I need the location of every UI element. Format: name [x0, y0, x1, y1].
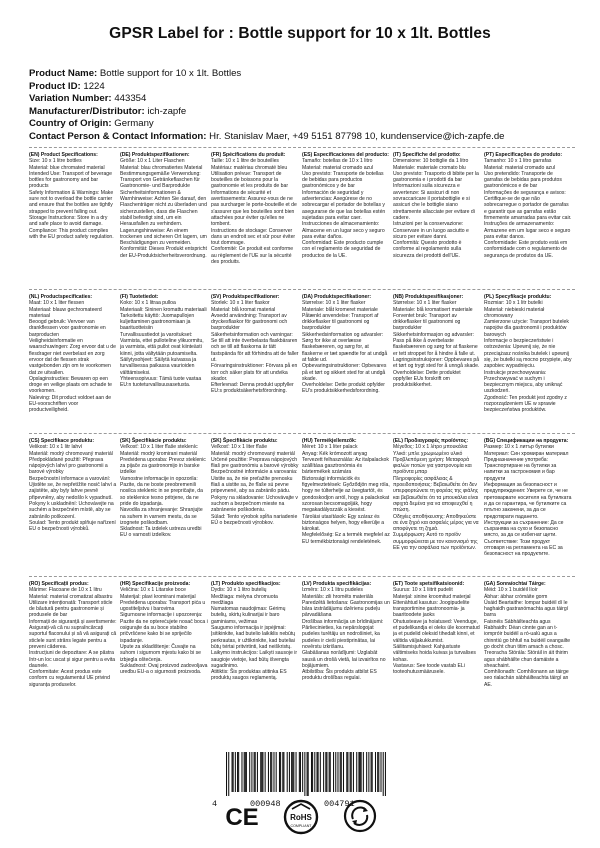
- barcode-bar: [293, 752, 294, 792]
- meta-product-name: Product Name: Bottle support for 10 x 1lt. Bottles: [29, 68, 242, 79]
- spec-heading: (LT) Produkto specifikacijos:: [211, 581, 281, 587]
- spec-row: [29, 289, 575, 430]
- barcode-bar: [385, 752, 386, 796]
- spec-cell: [302, 148, 390, 288]
- barcode-bar: [307, 752, 308, 796]
- meta-manufacturer: Manufacturer/Distributor: ich-zapfe: [29, 105, 187, 117]
- barcode-bar: [255, 752, 256, 792]
- meta-variation-number: Variation Number: 443354: [29, 93, 147, 105]
- barcode-bar: [291, 752, 292, 792]
- spec-cell: [393, 434, 481, 574]
- barcode-bar: [330, 752, 331, 792]
- spec-text: Velikost: 10 x 1 litr lahví Materiál: modrý chromovaný materiál Předpokládané použití: Přeprava nápojových lahví pro gastronomii a barové výrobky Bezpečnostní informace a varování: Ujistěte se, že nepřetížíte nosič lahví a zajistěte, aby byly lahve pevně připevněny, aby nedošlo k vypadnutí. Pokyny k uskladnění: Uchovávejte na suchém a bezpečném místě, aby se zabránilo poškození. Soulad: Tento produkt splňuje nařízení EU o bezpečnosti výrobků.: [29, 444, 117, 533]
- barcode-bar: [238, 752, 239, 792]
- barcode-digits-right: 004791: [324, 799, 355, 809]
- spec-heading: (LV) Produkta specifikācijas:: [302, 581, 372, 587]
- barcode-bar: [358, 752, 359, 792]
- barcode-bar: [268, 752, 269, 792]
- spec-cell: [29, 577, 117, 717]
- spec-heading: (FR) Spécifications du produit:: [211, 152, 286, 158]
- barcode-bar: [326, 752, 327, 792]
- barcode-bar: [254, 752, 255, 792]
- meta-product-id: Product ID: 1224: [29, 80, 105, 92]
- barcode-bar: [325, 752, 326, 792]
- meta-contact: Contact Person & Contact Information: Hr. Stanislav Maer, +49 5151 87798 10, kundenservice@ich-zapfe.de: [29, 130, 505, 142]
- spec-cell: [393, 148, 481, 288]
- spec-text: Størrelse: 10 x 1 liter flasker Materiale: blåt kromeret materiale Påtænkt anvendelse: Transport af drikkeflasker til gastronomi og barprodukter Sikkerhedsinformation og advarsler: Sørg for ikke at overlæsse flaskebæreren, og sørg for, at flaskerne er tæt spændte for at undgå at falde ud. Opbevaringsinstruktioner: Opbevares på et tørt og sikkert sted for at undgå skade. Overholdelse: Dette produkt opfylder EU's produktsikkerhedsforordning.: [302, 300, 388, 395]
- barcode-bar: [292, 752, 293, 792]
- spec-text: Méid: 10 x 1 buidéil líoír Ábhar: ábhar crómáite gorm Úsáid Beartaithe: Iompar buidéil dí le haghaidh gastranómachta agus táirgí barra Faisnéis Sábháilteachta agus Rabhaidh: Déan cinnte gan an t-iompróir buidéil a ró-ualú agus a chinntiú go bhfuil na buidéil ceangailte go docht chun titim amach a chosc. Treoracha Stórála: Stóráil in áit thirim agus shábháilte chun damáiste a sheachaint. Comhlíonadh: Comhlíonann an táirge seo rialachán sábháilteachta táirgí an AE.: [484, 587, 571, 688]
- barcode-bar: [279, 752, 280, 792]
- spec-cell: [211, 434, 299, 574]
- spec-heading: (CS) Specifikace produktu:: [29, 438, 95, 444]
- barcode-bar: [257, 752, 258, 792]
- barcode-bar: [347, 752, 348, 792]
- spec-heading: (EN) Product Specifications:: [29, 152, 98, 158]
- barcode-bar: [311, 752, 312, 792]
- barcode-bar: [244, 752, 245, 792]
- spec-cell: [484, 290, 572, 430]
- rohs-badge-icon: [283, 798, 319, 838]
- barcode-bar: [283, 752, 284, 792]
- barcode-bar: [323, 752, 324, 792]
- spec-cell: [29, 434, 117, 574]
- spec-heading: (SK) Špecifikácie produktu:: [120, 438, 187, 444]
- barcode-bar: [251, 752, 252, 792]
- barcode-bar: [260, 752, 261, 792]
- spec-heading: (FI) Tuotetiedot:: [120, 294, 159, 300]
- spec-text: Storlek: 10 x 1 liter flaskor Material: blå kromat material Avsedd användning: Transport av dryckesflaskor för gastronomi och barprodukter Säkerhetsinformation och varningar: Se till att inte överbelasta flaskbäraren och se till att flaskorna är tätt fastspända för att förhindra att de faller ut. Förvaringsinstruktioner: Förvara på en torr och säker plats för att undvika skador. Efterlevnad: Denna produkt uppfyller EU:s produktsäkerhetsförordning.: [211, 300, 299, 395]
- spec-heading: (SK) Špecifikácie produktu:: [211, 438, 278, 444]
- barcode-bar: [233, 752, 234, 792]
- spec-row: [29, 433, 575, 574]
- spec-heading: (RO) Specificații produs:: [29, 581, 89, 587]
- spec-heading: (NB) Produktspesifikasjoner:: [393, 294, 464, 300]
- barcode-bar: [270, 752, 271, 792]
- barcode-bar: [333, 752, 334, 792]
- barcode-bar: [265, 752, 266, 792]
- spec-text: Rozmiar: 10 x 1 litr butelki Materiał: niebieski materiał chromowany Zamierzone użycie: Transport butelek napojów dla gastronomii i produktów barowych Informacje o bezpieczeństwie i ostrzeżenia: Upewnij się, że nie przeciążasz nośnika butelek i upewnij się, że butelki są mocno przypięte, aby zapobiec wypadnięciu. Instrukcje przechowywania: Przechowywać w suchym i bezpiecznym miejscu, aby uniknąć uszkodzeń. Zgodność: Ten produkt jest zgodny z rozporządzeniem UE w sprawie bezpieczeństwa produktów.: [484, 300, 572, 414]
- barcode-bar: [232, 752, 233, 792]
- barcode-bar: [304, 752, 305, 796]
- barcode-bar: [372, 752, 373, 792]
- spec-cell: [302, 290, 390, 430]
- barcode-bar: [237, 752, 238, 792]
- spec-heading: (DE) Produktspezifikationen:: [120, 152, 190, 158]
- spec-cell: [120, 290, 208, 430]
- barcode-bar: [261, 752, 262, 792]
- barcode-bar: [287, 752, 288, 792]
- barcode-bar: [296, 752, 297, 792]
- barcode-bar: [378, 752, 379, 792]
- spec-heading: (SV) Produktspecifikationer:: [211, 294, 280, 300]
- barcode-bar: [335, 752, 336, 792]
- spec-heading: (BG) Спецификации на продукта:: [484, 438, 569, 444]
- barcode-bar: [366, 752, 367, 792]
- barcode-bar: [249, 752, 250, 792]
- svg-text:CE: CE: [225, 804, 259, 831]
- barcode-bar: [343, 752, 344, 792]
- spec-text: Mărime: Flacoane de 10 x 1 litru Material: material cromatizat albastru Utilizare intenționată: Transport sticle de băutură pentru gastronomie și produsele de bar Informații de siguranță și avertismente: Asigurați-vă că nu supraîncărcați suportul flaconului și să vă asigurați că sticlele sunt strâns legate pentru a preveni căderea. Instrucțiuni de depozitare: A se păstra într-un loc uscat și sigur pentru a evita daunele. Conformitate: Acest produs este conform cu regulamentul UE privind siguranța produselor.: [29, 587, 117, 688]
- spec-text: Størrelse: 10 x 1 liter flasker Materiale: blå kromatisert materiale Forventet bruk: Transport av drikkeflasker til gastronomi og barprodukter Sikkerhetsinformasjon og advarsler: Pass på ikke å overbelaste flaskebæreren og sørg for at flaskene er tett stroppet for å hindre å falle ut. Lagringsinstruksjoner: Oppbevares på et tørt og trygt sted for å unngå skade. Overholdelse: Dette produktet oppfyller EUs forskrift om produktsikkerhet.: [393, 300, 480, 389]
- barcode-bar: [368, 752, 369, 792]
- spec-cell: [484, 148, 572, 288]
- barcode-bar: [341, 752, 342, 792]
- barcode-bar: [228, 752, 229, 796]
- barcode-bar: [280, 752, 281, 792]
- barcode-bar: [302, 752, 303, 792]
- spec-cell: [29, 290, 117, 430]
- spec-heading: (ET) Toote spetsifikatsioonid:: [393, 581, 465, 587]
- spec-text: Izmērs: 10 x 1 litru pudeles Materiāls: zili hromēts materiāls Paredzētā lietošana: Gastronomijas un bāra izstrādājumu dzērienu pudeļu pārvadāšana Drošības informācija un brīdinājumi: Pārliecinieties, ka nepārslogojat pudeles turētāju un nodrošiniet, ka pudeles ir cieši piestiprinātas, lai novērstu izkrišanu. Glabāšanas norādījumi: Uzglabāt sausā un drošā vietā, lai izvairītos no bojājumiem. Atbilstība: Šis produkts atbilst ES produktu drošības regulai.: [302, 587, 390, 682]
- spec-cell: [393, 577, 481, 717]
- barcode-bar: [246, 752, 247, 792]
- spec-heading: (HR) Specifikacije proizvoda:: [120, 581, 191, 587]
- barcode-bar: [383, 752, 384, 796]
- spec-heading: (PT) Especificações do produto:: [484, 152, 563, 158]
- barcode-bar: [271, 752, 272, 792]
- svg-text:RoHS: RoHS: [290, 813, 312, 822]
- barcode-bar: [226, 752, 227, 796]
- page-title: GPSR Label for : Bottle support for 10 x 1lt. Bottles: [109, 25, 491, 42]
- barcode-bar: [375, 752, 376, 792]
- product-meta: [29, 68, 589, 144]
- barcode-bar: [289, 752, 290, 792]
- spec-heading: (NL) Productspecificaties:: [29, 294, 93, 300]
- spec-heading: (GA) Sonraíochtaí Táirge:: [484, 581, 546, 587]
- barcode-bar: [318, 752, 319, 792]
- spec-cell: [120, 148, 208, 288]
- spec-text: Μέγεθος: 10 x 1 λίτρο μπουκάλια Υλικό: μπλε χρωμιωμένο υλικό Προβλεπόμενη χρήση: Μεταφορά φιαλών ποτών για γαστρονομία και προϊόντα μπαρ Πληροφορίες ασφάλειας & προειδοποιήσεις: Βεβαιωθείτε ότι δεν υπερφορτώνετε τη φορέας της φιάλης και βεβαιωθείτε ότι τα μπουκάλια είναι σφιχτά δεμένα για να αποφευχθεί η πτώση. Οδηγίες αποθήκευσης: Αποθηκεύστε σε ένα ξηρό και ασφαλές μέρος για να αποφύγετε τη ζημιά. Συμμόρφωση: Αυτό το προϊόν συμμορφώνεται με τον κανονισμό της ΕΕ για την ασφάλεια των προϊόντων.: [393, 444, 479, 552]
- barcode-bar: [273, 752, 274, 792]
- barcode-bar: [314, 752, 315, 792]
- spec-heading: (EL) Προδιαγραφές προϊόντος:: [393, 438, 469, 444]
- barcode-bar: [299, 752, 300, 792]
- barcode-bar: [312, 752, 313, 792]
- barcode-bar: [363, 752, 364, 792]
- spec-text: Размер: 10 x 1 литър бутилки Материал: Син хромиран материал Предназначение употреба: Транспортиране на бутилки за напитки за гастрономия и бар продукти Информация за безопасност и предупреждения: Уверете се, че не претоварвате носителя на бутилката и да се гарантира, че бутилките са плътно закачени, за да се предотврати падането. Инструкции за съхранение: Да се съхранява на сухо и безопасно място, за да се избегнат щети. Съответствие: Този продукт отговаря на регламента на ЕС за безопасност на продуктите.: [484, 444, 572, 558]
- spec-text: Size: 10 x 1 litre bottles Material: blue chromated material Intended Use: Transport of beverage bottles for gastronomy and bar products Safety Information & Warnings: Make sure not to overload the bottle carrier and ensure that the bottles are tightly strapped to prevent falling out. Storage Instructions: Store in a dry and safe place to avoid damage. Compliance: This product complies with the EU product safety regulation.: [29, 158, 114, 240]
- spec-heading: (PL) Specyfikacje produktu:: [484, 294, 552, 300]
- spec-cell: [302, 577, 390, 717]
- barcode-digit-lead: 4: [212, 799, 218, 809]
- spec-text: Tamanho: 10 x 1 litro garrafas Material: material cromado azul Uso pretendido: Transporte de garrafas de bebidas para produtos gastronómicos e de bar Informações de segurança e avisos: Certifique-se de que não sobrecarregue o portador de garrafas e garantir que as garrafas estão firmemente amarradas para evitar cair. Instruções de armazenamento: Armazene em um lugar seco e seguro para evitar danos. Conformidade: Este produto está em conformidade com o regulamento de segurança de produtos da UE.: [484, 158, 572, 259]
- barcode-bar: [380, 752, 381, 792]
- barcode-bar: [245, 752, 246, 792]
- spec-text: Koko: 10 x 1 litraa pulloa Materiaali: Sininen kromattu materiaali Tarkoitettu käyttö: Juomapullojen kuljettaminen gastronomiaan ja baarituotteisiin Turvallisuustiedot ja varoitukset: Varmista, ettei pulloteline ylikuormitu, ja varmista, että pullot ovat kiinteästi kiinni, jotta vältytään putoamiselta. Säilytysohjeet: Säilytä kuivassa ja turvallisessa paikassa vaurioiden välttämiseksi. Yhteensopivuus: Tämä tuote vastaa EU:n tuoteturvallisuusasetusta.: [120, 300, 207, 389]
- barcode-bar: [282, 752, 283, 792]
- spec-text: Tamaño: botellas de 10 x 1 litro Material: material cromado azul Uso previsto: Transporte de botellas de bebidas para productos gastronómicos y de bar Información de seguridad y advertencias: Asegúrese de no sobrecargar el portador de botellas y asegurarse de que las botellas estén sujetadas para evitar caer. Instrucciones de almacenamiento: Almacene en un lugar seco y seguro para evitar daños. Conformidad: Este producto cumple con el reglamento de seguridad de productos de la UE.: [302, 158, 386, 259]
- spec-row: [29, 147, 575, 288]
- spec-text: Maat: 10 x 1 liter flessen Materiaal: blauw gechromateerd materiaal Beoogd gebruik: Vervoer van drankflessen voor gastronomie en barproducten Veiligheidsinformatie en waarschuwingen: Zorg ervoor dat u de flesdrager niet overbelast en zorg ervoor dat de flessen strak vastgebonden zijn om te voorkomen dat ze uitvallen. Opslaginstructies: Bewaren op een droge en veilige plaats om schade te voorkomen. Naleving: Dit product voldoet aan de EU-voorschriften voor productveiligheid.: [29, 300, 116, 414]
- barcode-bar: [276, 752, 277, 792]
- spec-text: Veľkosť: 10 x 1 liter fľaše Materiál: modrý chromovaný materiál Určené použitie: Preprava nápojových fliaš pre gastronómiu a barové výrobky Bezpečnostné informácie a varovania: Uistite sa, že nie preťažíte prenosku fliaš a uistite sa, že fľaše sú pevne pripevnené, aby sa zabránilo pádu. Pokyny na skladovanie: Uchovávajte v suchom a bezpečnom mieste na zabránenie poškodeniu. Súlad: Tento výrobok spĺňa nariadenie EÚ o bezpečnosti výrobkov.: [211, 444, 299, 526]
- barcode-digits-left: 000948: [250, 799, 281, 809]
- spec-cell: [120, 434, 208, 574]
- spec-text: Dimensione: 10 bottiglie da 1 litro Materiale: materiale cromato blu Uso previsto: Trasporto di bibite per la gastronomia e i prodotti da bar Informazioni sulla sicurezza e avvertenze: Si assicuri di non sovraccaricare il portabottiglie e si assicuri che le bottiglie siano strettamente allacciate per evitare di cadere. Istruzioni per la conservazione: Conservare in un luogo asciutto e sicuro per evitare danni. Conformità: Questo prodotto è conforme al regolamento sulla sicurezza dei prodotti dell'UE.: [393, 158, 479, 259]
- spec-text: Suurus: 10 x 1 liitrit pudelit Materjal: sinine kroomitud materjal Ettenähtud kasutus: Joogipudelite transportimine gastronoomia- ja baaritoodete jaoks Ohutusteave ja hoiatused: Veenduge, et pudelikandja ei oleks üle koormatud ja et pudelid oleksid tihedalt kinni, et vältida väljakukkumist. Säilitamisjuhised: Kahjustuste vältimiseks hoida kuivas ja turvalises kohas. Vastavus: See toode vastab ELi tooteohutusmäärusele.: [393, 587, 480, 676]
- barcode-bar: [241, 752, 242, 792]
- barcode-bar: [371, 752, 372, 792]
- spec-heading: (HU) Termékjellemzők:: [302, 438, 357, 444]
- spec-cell: [211, 148, 299, 288]
- barcode-bar: [235, 752, 236, 792]
- spec-cell: [484, 577, 572, 717]
- barcode-bar: [320, 752, 321, 792]
- spec-text: Veličina: 10 x 1 Litarske boce Materijal: plavi kromirani materijal Predviđena uporaba: Transport pića u ugostiteljstvu i barovima Sigurnosne informacije i upozorenja: Pazite da ne opterećujete nosač boca i osigurajte da su boce stabilno pričvršćene kako bi se spriječilo ispadanje. Upute za skladištenje: Čuvajte na suhom i sigurnom mjestu kako bi se izbjegla oštećenja. Sukladnost: Ovaj proizvod zadovoljava uredbu EU-a o sigurnosti proizvoda.: [120, 587, 208, 676]
- spec-cell: [211, 290, 299, 430]
- barcode-bar: [353, 752, 354, 792]
- spec-text: Méret: 10 x 1 liter palack Anyag: Kék krómozott anyag Tervezett felhasználás: Az italpalackok szállítása gasztronómia és bártermékek számára Biztonsági információk és figyelmeztetések: Győződjön meg róla, hogy ne túlterhelje az üvegtartót, és gondoskodjon arról, hogy a palackokat szorosan becsomagolják, hogy megakadályozzák a kiesést. Tárolási utasítások: Egy száraz és biztonságos helyen, hogy elkerülje a károkat. Megfelelőség: Ez a termék megfelel az EU termékbiztonsági rendeletének.: [302, 444, 390, 545]
- barcode-bars: [226, 752, 386, 796]
- certification-logos: [0, 798, 600, 842]
- spec-cell: [120, 577, 208, 717]
- barcode-bar: [356, 752, 357, 792]
- meta-country-of-origin: Country of Origin: Germany: [29, 118, 154, 130]
- barcode-bar: [350, 752, 351, 792]
- recycle-icon: [342, 798, 378, 834]
- barcode-bar: [361, 752, 362, 792]
- spec-cell: [484, 434, 572, 574]
- spec-row: [29, 576, 575, 717]
- spec-cell: [29, 148, 117, 288]
- ce-mark-icon: [224, 798, 260, 834]
- spec-heading: (DA) Produktspecifikationer:: [302, 294, 372, 300]
- barcode-bar: [377, 752, 378, 792]
- spec-text: Taille: 10 x 1 litre de bouteilles Matériau: matériau chromaté bleu Utilisation prévue: Transport de bouteilles de boissons pour la gastronomie et les produits de bar Informations de sécurité et avertissements: Assurez-vous de ne pas surcharger le porte-bouteille et de s'assurer que les bouteilles sont bien attachées pour éviter qu'elles ne tombent. Instructions de stockage: Conserver dans un endroit sec et sûr pour éviter tout dommage. Conformité: Ce produit est conforme au règlement de l'UE sur la sécurité des produits.: [211, 158, 297, 266]
- barcode-bar: [300, 752, 301, 792]
- barcode-bar: [329, 752, 330, 792]
- spec-cell: [302, 434, 390, 574]
- svg-text:COMPLIANT: COMPLIANT: [290, 824, 312, 828]
- spec-heading: (ES) Especificaciones del producto:: [302, 152, 389, 158]
- barcode-bar: [262, 752, 263, 792]
- spec-heading: (IT) Specifiche del prodotto:: [393, 152, 461, 158]
- spec-cell: [393, 290, 481, 430]
- barcode-bar: [337, 752, 338, 792]
- spec-text: Dydis: 10 x 1 litro butelių Medžiaga: mėlyna chromuota medžiaga Numatomas naudojimas: Gėrimų butelių, skirtų kulinarijai ir baro gaminiams, vežimas Saugumo informacija ir įspėjimai: Įsitikinkite, kad butelio laikiklis nebūtų perkrautas, ir užtikrinkite, kad buteliai būtų tvirtai pritvirtinti, kad neiškristų. Laikymo instrukcijos: Laikyti sausoje ir saugioje vietoje, kad būtų išvengta sugadinimo. Atitiktis: Šis produktas atitinka ES produktų saugos reglamentą.: [211, 587, 298, 682]
- spec-text: Größe: 10 x 1 Liter Flaschen Material: blau chromatiertes Material Bestimmungsgemäße Verwendung: Transport von Getränkeflaschen für Gastronomie- und Barprodukte Sicherheitsinformationen & Warnhinweise: Achten Sie darauf, den Flaschenträger nicht zu überladen und sicherzustellen, dass die Flaschen stabil befestigt sind, um ein Herausfallen zu verhindern. Lagerungshinweise: An einem trockenen und sicheren Ort lagern, um Beschädigungen zu vermeiden. Konformität: Dieses Produkt entspricht der EU-Produktsicherheitsverordnung.: [120, 158, 207, 259]
- barcode-bar: [351, 752, 352, 792]
- barcode-bar: [340, 752, 341, 792]
- spec-cell: [211, 577, 299, 717]
- barcode-bar: [360, 752, 361, 792]
- barcode-bar: [308, 752, 309, 796]
- spec-text: Veľkosť: 10 x 1 liter fľaše stekleníc Materiál: modrý kromirani materiál Predvidena uporaba: Prevoz steklenic za pijače za gastronomijo in barske izdelke Varnostne informacije in opozorila: Pazite, da ne boste preobremenili nosilca steklenic in se prepričajte, da so steklenice tesno pritrjene, da ne pride do izpadanja. Navodila za shranjevanje: Shranjujte na suhem in varnem mestu, da se izognete poškodbam. Skladnost: Ta izdelek ustreza uredbi EU o varnosti izdelkov.: [120, 444, 206, 539]
- barcode-bar: [316, 752, 317, 792]
- barcode-bar: [346, 752, 347, 792]
